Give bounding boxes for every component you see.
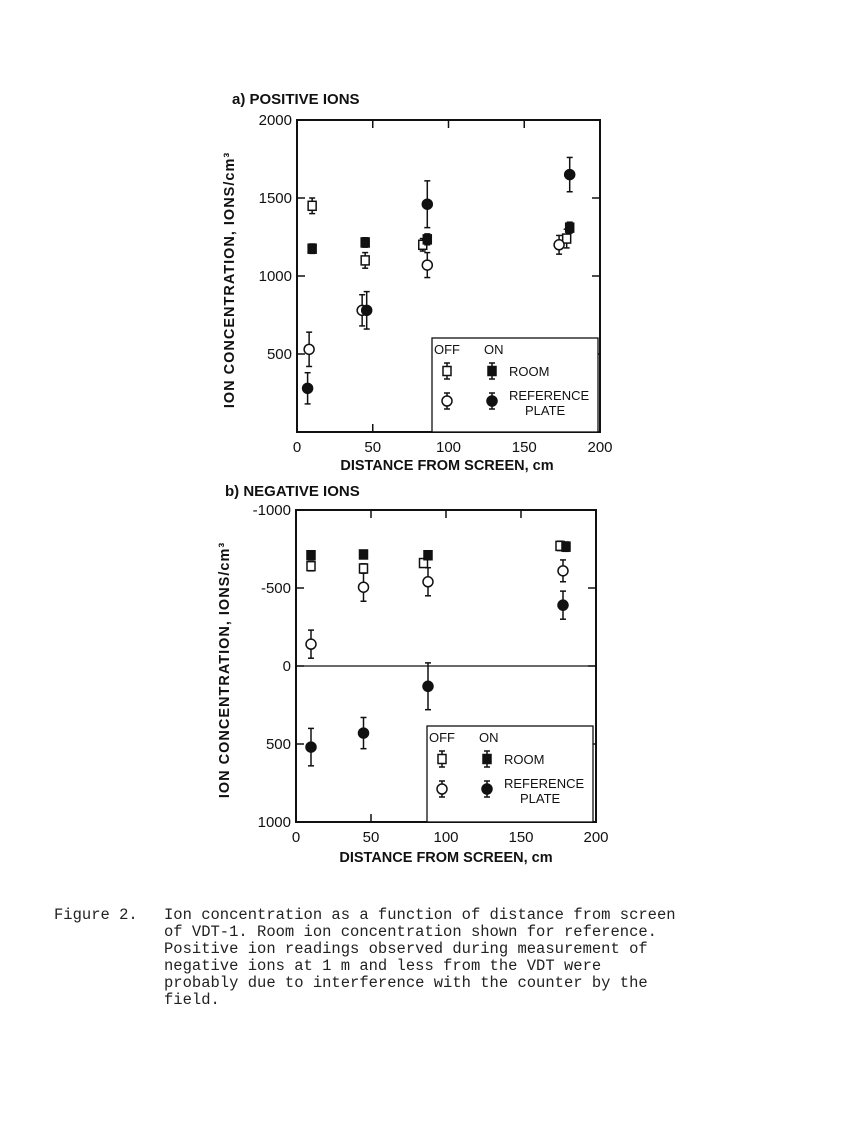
panel-b-point-plate_on [423,663,433,710]
panel-b-marker-plate_off [558,566,568,576]
panel-a-marker-plate_on [422,199,432,209]
panel-a-y-tick-label: 1500 [258,190,292,207]
panel-b-legend-circle-on-marker [482,784,492,794]
panel-b-marker-plate_on [423,681,433,691]
panel-a-point-plate_on [565,157,575,191]
panel-b-y-tick-label: 1000 [257,814,291,831]
panel-b-point-plate_on [306,728,316,765]
panel-negative-ions [217,483,609,866]
panel-b-point-plate_off [306,630,316,658]
panel-b-marker-plate_off [423,577,433,587]
panel-a-point-plate_off [304,332,314,366]
panel-b-marker-room_on [360,550,368,559]
panel-b-y-axis-label: ION CONCENTRATION, IONS/cm³ [217,541,233,799]
panel-a-legend-circle-on-marker [487,396,497,406]
panel-a-marker-room_on [308,244,316,253]
panel-a-y-tick-label: 2000 [258,112,292,129]
panel-a-x-tick-label: 0 [292,439,302,456]
panel-b-y-tick-label: 0 [282,658,291,675]
panel-b-point-room_off [307,561,315,570]
panel-a-point-plate_on [303,373,313,404]
panel-a-point-plate_off [422,253,432,278]
panel-a-legend-square-on-marker [488,367,496,376]
panel-b-point-room_on [562,542,570,551]
panel-b-legend-on-label: ON [479,730,499,745]
panel-b-point-plate_off [423,568,433,596]
panel-a-marker-plate_on [303,383,313,393]
panel-a-marker-room_on [423,235,431,244]
panel-a-legend-entry-label: ROOM [509,364,550,379]
panel-b-marker-room_on [562,542,570,551]
panel-b-title: b) NEGATIVE IONS [225,483,360,500]
panel-b-point-plate_off [359,573,369,601]
panel-a-point-room_off [361,253,369,269]
panel-b-x-tick-label: 0 [291,829,301,846]
panel-a-marker-room_on [361,238,369,247]
panel-a-x-tick-label: 100 [435,439,462,456]
panel-b-point-room_on [424,551,432,560]
panel-b-marker-plate_on [306,742,316,752]
panel-b-point-room_off [360,564,368,573]
panel-b-point-room_on [307,551,315,560]
panel-a-point-room_on [566,222,574,233]
panel-a-point-room_on [308,244,316,253]
panel-b-marker-room_off [360,564,368,573]
panel-a-x-tick-label: 200 [587,439,613,456]
panel-a-point-plate_on [362,292,372,329]
panel-a-marker-plate_off [304,344,314,354]
panel-b-marker-room_on [424,551,432,560]
panel-b-marker-plate_off [306,639,316,649]
panel-b-legend-entry-label: ROOM [504,752,545,767]
panel-a-point-room_off [308,198,316,214]
panel-a-y-tick-label: 1000 [258,268,292,285]
panel-b-legend-circle-off-marker [437,784,447,794]
panel-b-marker-room_on [307,551,315,560]
panel-a-marker-plate_off [422,260,432,270]
panel-b-point-plate_on [558,591,568,619]
panel-a-marker-room_on [566,223,574,232]
panel-a-marker-plate_off [554,240,564,250]
panel-b-marker-room_off [307,562,315,571]
panel-a-marker-plate_on [362,305,372,315]
panel-b-x-tick-label: 50 [362,829,380,846]
panel-a-legend-off-label: OFF [434,342,460,357]
panel-a-title: a) POSITIVE IONS [232,91,360,108]
panel-b-point-room_on [360,550,368,559]
panel-a-y-tick-label: 500 [266,346,292,363]
panel-a-legend-entry-label: REFERENCE [509,388,590,403]
panel-b-legend-off-label: OFF [429,730,455,745]
panel-b-legend-square-on-marker [483,755,491,764]
panel-a-marker-plate_on [565,170,575,180]
panel-b-y-tick-label: 500 [265,736,291,753]
panel-b-legend-entry-label: REFERENCE [504,776,585,791]
panel-b-marker-plate_on [359,728,369,738]
panel-a-legend-on-label: ON [484,342,504,357]
panel-a-legend-entry-label-line2: PLATE [525,403,566,418]
panel-b-x-axis-label: DISTANCE FROM SCREEN, cm [339,850,553,866]
panel-a-x-tick-label: 150 [511,439,537,456]
panel-a-point-plate_on [422,181,432,228]
panel-b-marker-plate_on [558,600,568,610]
panel-b-legend-entry-label-line2: PLATE [520,791,561,806]
panel-b-legend-square-off-marker [438,755,446,764]
panel-a-point-room_on [423,234,431,245]
panel-b-x-tick-label: 100 [433,829,459,846]
panel-a-marker-room_off [308,201,316,210]
panel-b-point-plate_off [558,560,568,582]
panel-b-x-tick-label: 150 [508,829,534,846]
panel-a-x-tick-label: 50 [364,439,382,456]
panel-a-y-axis-label: ION CONCENTRATION, IONS/cm³ [222,151,238,409]
panel-a-point-room_on [361,238,369,247]
panel-a-legend-square-off-marker [443,367,451,376]
caption-text: Ion concentration as a function of distance from screen of VDT-1. Room ion concentration shown for reference. Positive ion readings observed during measurement of negative ions at 1 m and less from the VDT were probably due to interference with the counter by the field. [164,906,676,1009]
panel-b-y-tick-label: -1000 [252,502,291,519]
panel-b-point-plate_on [359,717,369,748]
panel-b-x-tick-label: 200 [583,829,609,846]
panel-b-y-tick-label: -500 [260,580,291,597]
panel-a-x-axis-label: DISTANCE FROM SCREEN, cm [340,458,554,474]
panel-b-marker-plate_off [359,582,369,592]
panel-a-marker-room_off [361,256,369,265]
panel-positive-ions [222,91,613,474]
panel-a-legend-circle-off-marker [442,396,452,406]
caption-label: Figure 2. [54,906,138,924]
